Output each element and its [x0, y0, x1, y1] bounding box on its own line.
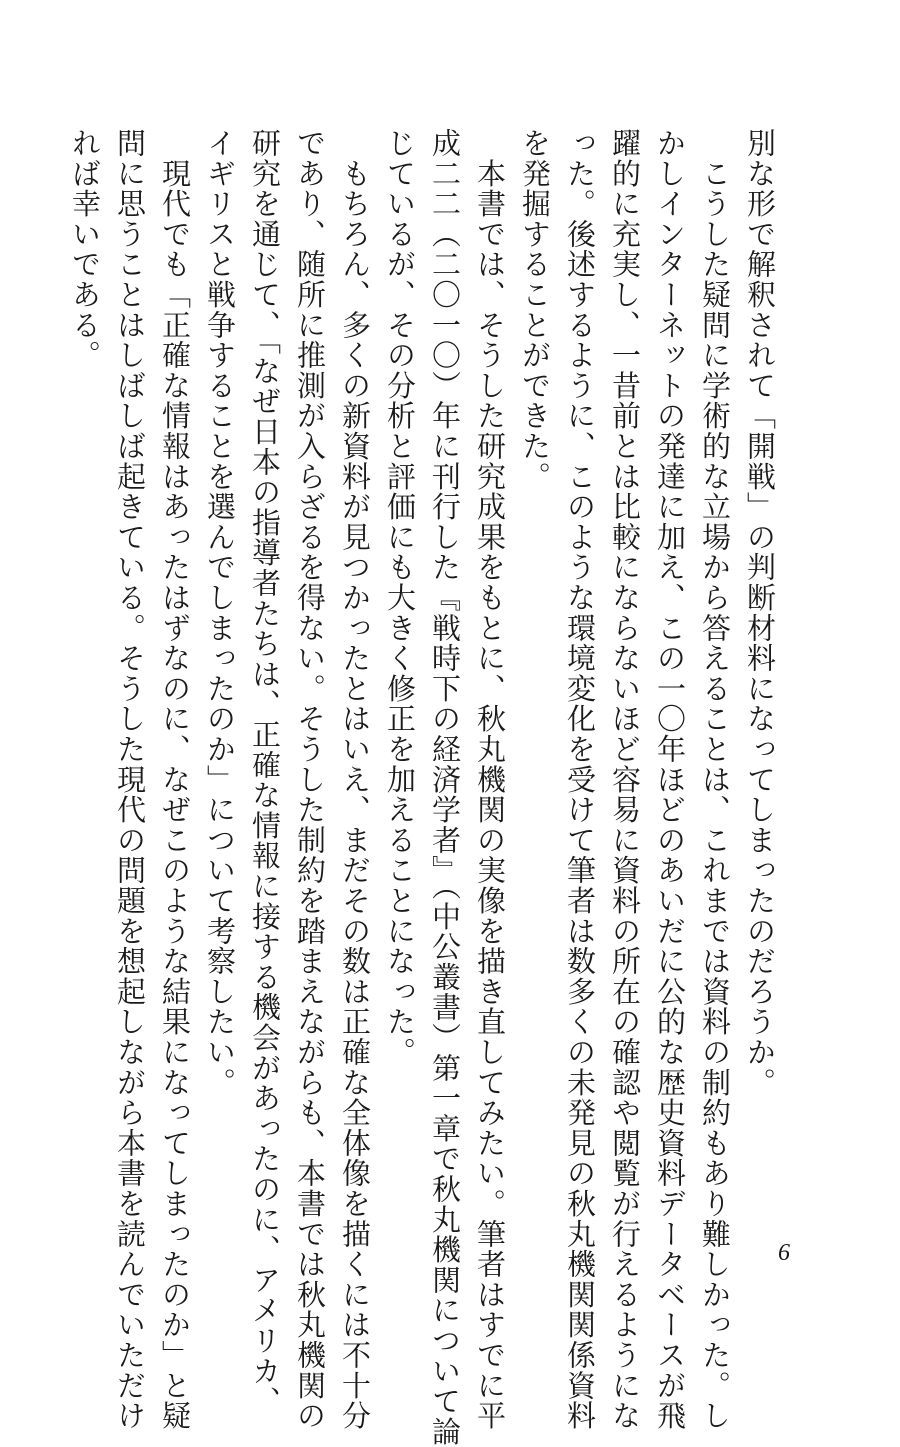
text-line: を発掘することができた。 [518, 128, 552, 492]
text-line: であり、随所に推測が入らざるを得ない。そうした制約を踏まえながらも、本書では秋丸機関の [293, 128, 327, 1431]
text-line: もちろん、多くの新資料が見つかったとはいえ、まだその数は正確な全体像を描くには不十分 [338, 128, 372, 1431]
vertical-text-body [62, 128, 782, 1447]
text-line: 成二二（二〇一〇）年に刊行した『戦時下の経済学者』（中公叢書）第一章で秋丸機関について論 [428, 128, 462, 1447]
text-line: こうした疑問に学術的な立場から答えることは、これまでは資料の制約もあり難しかった。し [698, 128, 732, 1431]
page-number: 6 [778, 1240, 790, 1266]
text-line: かしインターネットの発達に加え、この一〇年ほどのあいだに公的な歴史資料データベースが飛 [653, 128, 687, 1431]
text-line: 本書では、そうした研究成果をもとに、秋丸機関の実像を描き直してみたい。筆者はすでに平 [473, 128, 507, 1431]
text-line: った。後述するように、このような環境変化を受けて筆者は数多くの未発見の秋丸機関関係資料 [563, 128, 597, 1431]
text-line: イギリスと戦争することを選んでしまったのか」について考察したい。 [203, 128, 237, 1098]
text-line: 現代でも「正確な情報はあったはずなのに、なぜこのような結果になってしまったのか」と疑 [158, 128, 192, 1431]
text-line: 躍的に充実し、一昔前とは比較にならないほど容易に資料の所在の確認や閲覧が行えるようにな [608, 128, 642, 1431]
text-line: 研究を通じて、「なぜ日本の指導者たちは、正確な情報に接する機会があったのに、アメリカ、 [248, 128, 282, 1417]
text-line: れば幸いである。 [68, 128, 102, 371]
text-line: じているが、その分析と評価にも大きく修正を加えることになった。 [383, 128, 417, 1068]
text-line: 別な形で解釈されて「開戦」の判断材料になってしまったのだろうか。 [743, 128, 777, 1098]
text-line: 問に思うことはしばしば起きている。そうした現代の問題を想起しながら本書を読んでいただけ [113, 128, 147, 1431]
